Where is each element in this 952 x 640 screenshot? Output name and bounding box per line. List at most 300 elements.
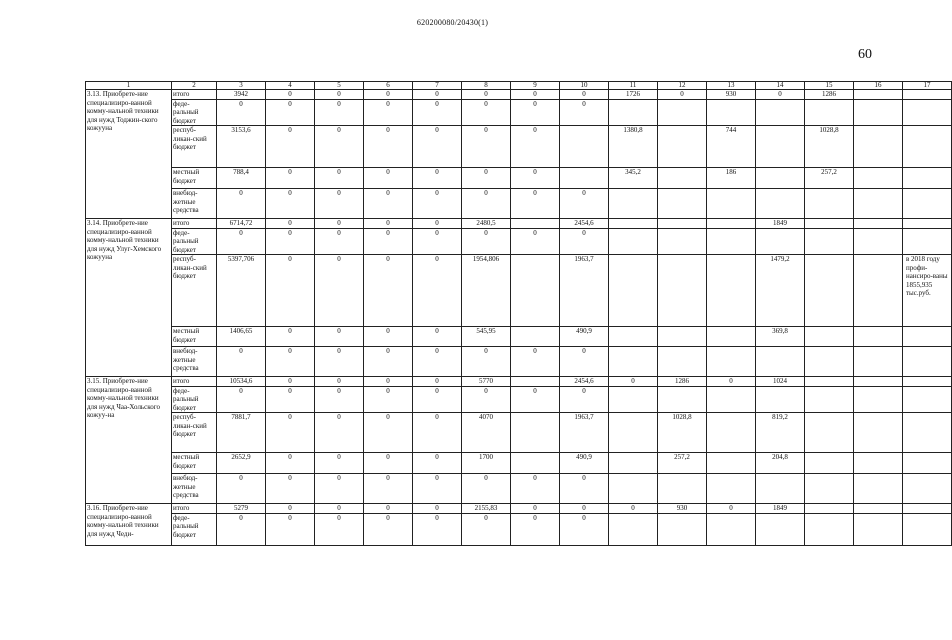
value-cell: 0	[511, 386, 560, 413]
value-cell: 0	[266, 413, 315, 453]
value-cell: 0	[266, 99, 315, 126]
value-cell: 0	[315, 168, 364, 189]
value-cell: 1963,7	[560, 255, 609, 327]
value-cell: 0	[266, 126, 315, 168]
value-cell	[805, 386, 854, 413]
value-cell	[707, 347, 756, 377]
table-row	[86, 453, 952, 474]
value-cell	[658, 386, 707, 413]
value-cell: 0	[315, 90, 364, 100]
value-cell: 1028,8	[658, 413, 707, 453]
funding-source: итого	[172, 504, 217, 514]
value-cell: 0	[266, 386, 315, 413]
value-cell: 1700	[462, 453, 511, 474]
value-cell: 0	[266, 168, 315, 189]
value-cell	[511, 219, 560, 229]
value-cell: 0	[413, 189, 462, 219]
value-cell	[658, 513, 707, 545]
note-cell	[903, 228, 952, 255]
value-cell: 0	[364, 90, 413, 100]
value-cell	[756, 168, 805, 189]
value-cell: 1028,8	[805, 126, 854, 168]
value-cell: 0	[560, 347, 609, 377]
value-cell	[658, 228, 707, 255]
column-header: 8	[462, 82, 511, 90]
value-cell	[658, 347, 707, 377]
value-cell: 0	[266, 513, 315, 545]
value-cell: 0	[364, 168, 413, 189]
funding-source: респуб-ликан-ский бюджет	[172, 413, 217, 453]
value-cell: 0	[217, 189, 266, 219]
value-cell: 0	[364, 453, 413, 474]
value-cell	[854, 126, 903, 168]
value-cell: 0	[266, 347, 315, 377]
value-cell	[609, 413, 658, 453]
table-row	[86, 228, 952, 255]
measure-description: 3.14. Приобрете-ние специализиро-ванной комму-нальной техники для нужд Улуг-Хемского кожууна	[86, 219, 172, 377]
value-cell	[854, 255, 903, 327]
funding-source: местный бюджет	[172, 327, 217, 347]
value-cell	[511, 453, 560, 474]
value-cell: 0	[511, 228, 560, 255]
value-cell: 0	[364, 189, 413, 219]
value-cell: 1726	[609, 90, 658, 100]
column-header: 4	[266, 82, 315, 90]
value-cell: 2652,9	[217, 453, 266, 474]
value-cell: 0	[511, 126, 560, 168]
value-cell: 0	[364, 228, 413, 255]
value-cell: 0	[462, 168, 511, 189]
value-cell: 1849	[756, 504, 805, 514]
value-cell: 0	[413, 255, 462, 327]
value-cell: 744	[707, 126, 756, 168]
table-row	[86, 99, 952, 126]
value-cell	[511, 255, 560, 327]
value-cell: 1286	[658, 377, 707, 387]
value-cell: 0	[462, 513, 511, 545]
note-cell	[903, 453, 952, 474]
funding-source: феде-ральный бюджет	[172, 386, 217, 413]
value-cell: 0	[266, 453, 315, 474]
value-cell: 3942	[217, 90, 266, 100]
note-cell	[903, 377, 952, 387]
value-cell: 0	[315, 504, 364, 514]
funding-source: внебюд-жетные средства	[172, 189, 217, 219]
column-header: 6	[364, 82, 413, 90]
value-cell: 0	[462, 189, 511, 219]
value-cell: 0	[462, 228, 511, 255]
value-cell	[609, 347, 658, 377]
value-cell: 0	[315, 228, 364, 255]
value-cell: 1954,806	[462, 255, 511, 327]
table-row	[86, 474, 952, 504]
value-cell	[805, 413, 854, 453]
value-cell: 257,2	[658, 453, 707, 474]
value-cell	[511, 413, 560, 453]
value-cell: 0	[266, 219, 315, 229]
value-cell: 7881,7	[217, 413, 266, 453]
value-cell	[658, 126, 707, 168]
value-cell	[805, 347, 854, 377]
value-cell: 0	[217, 513, 266, 545]
value-cell	[854, 386, 903, 413]
value-cell: 1479,2	[756, 255, 805, 327]
value-cell: 0	[315, 413, 364, 453]
table-row	[86, 513, 952, 545]
value-cell: 545,95	[462, 327, 511, 347]
value-cell: 0	[364, 474, 413, 504]
value-cell: 0	[266, 255, 315, 327]
note-cell	[903, 504, 952, 514]
value-cell	[854, 453, 903, 474]
value-cell: 0	[413, 168, 462, 189]
value-cell: 0	[413, 413, 462, 453]
value-cell	[609, 228, 658, 255]
column-header: 15	[805, 82, 854, 90]
value-cell	[805, 189, 854, 219]
value-cell	[756, 347, 805, 377]
table-row	[86, 90, 952, 100]
note-cell	[903, 189, 952, 219]
table-row	[86, 126, 952, 168]
value-cell	[658, 327, 707, 347]
value-cell: 0	[315, 189, 364, 219]
value-cell: 0	[756, 90, 805, 100]
value-cell	[805, 219, 854, 229]
funding-source: местный бюджет	[172, 453, 217, 474]
table-row	[86, 168, 952, 189]
value-cell: 1024	[756, 377, 805, 387]
value-cell: 0	[560, 504, 609, 514]
value-cell	[707, 228, 756, 255]
value-cell: 6714,72	[217, 219, 266, 229]
measure-description: 3.16. Приобрете-ние специализиро-ванной комму-нальной техники для нужд Чеди-	[86, 504, 172, 546]
value-cell	[658, 219, 707, 229]
note-cell	[903, 99, 952, 126]
value-cell: 0	[413, 219, 462, 229]
value-cell: 0	[364, 386, 413, 413]
funding-source: феде-ральный бюджет	[172, 99, 217, 126]
value-cell	[756, 474, 805, 504]
value-cell: 1380,8	[609, 126, 658, 168]
value-cell	[511, 327, 560, 347]
value-cell: 0	[266, 228, 315, 255]
value-cell	[854, 347, 903, 377]
value-cell	[707, 386, 756, 413]
value-cell	[805, 255, 854, 327]
value-cell	[854, 189, 903, 219]
value-cell: 0	[413, 386, 462, 413]
value-cell	[805, 99, 854, 126]
value-cell: 2480,5	[462, 219, 511, 229]
value-cell: 0	[511, 99, 560, 126]
value-cell: 0	[511, 347, 560, 377]
funding-source: феде-ральный бюджет	[172, 513, 217, 545]
value-cell	[609, 219, 658, 229]
note-cell: в 2018 году профи-нансиро-ваны 1855,935 тыс.руб.	[903, 255, 952, 327]
value-cell	[609, 255, 658, 327]
value-cell: 0	[560, 99, 609, 126]
value-cell: 0	[364, 219, 413, 229]
value-cell	[707, 474, 756, 504]
column-header: 17	[903, 82, 952, 90]
value-cell: 0	[560, 228, 609, 255]
value-cell: 930	[707, 90, 756, 100]
value-cell: 819,2	[756, 413, 805, 453]
note-cell	[903, 327, 952, 347]
value-cell: 2155,83	[462, 504, 511, 514]
value-cell: 204,8	[756, 453, 805, 474]
value-cell: 0	[462, 347, 511, 377]
value-cell: 0	[413, 90, 462, 100]
value-cell: 0	[364, 327, 413, 347]
value-cell: 0	[462, 90, 511, 100]
note-cell	[903, 126, 952, 168]
value-cell: 0	[560, 189, 609, 219]
table-row	[86, 377, 952, 387]
value-cell: 0	[364, 255, 413, 327]
value-cell: 0	[364, 377, 413, 387]
value-cell: 345,2	[609, 168, 658, 189]
value-cell: 0	[413, 347, 462, 377]
value-cell: 0	[462, 126, 511, 168]
value-cell	[805, 513, 854, 545]
value-cell: 0	[413, 99, 462, 126]
value-cell: 0	[315, 255, 364, 327]
value-cell: 0	[266, 474, 315, 504]
funding-source: местный бюджет	[172, 168, 217, 189]
value-cell: 0	[413, 513, 462, 545]
value-cell: 0	[364, 347, 413, 377]
value-cell	[756, 513, 805, 545]
value-cell	[609, 474, 658, 504]
value-cell: 1406,65	[217, 327, 266, 347]
value-cell: 0	[315, 386, 364, 413]
value-cell: 0	[609, 504, 658, 514]
value-cell	[609, 189, 658, 219]
column-header: 14	[756, 82, 805, 90]
value-cell	[658, 189, 707, 219]
table-row	[86, 255, 952, 327]
value-cell: 0	[560, 474, 609, 504]
value-cell	[658, 168, 707, 189]
value-cell: 1286	[805, 90, 854, 100]
value-cell: 0	[364, 126, 413, 168]
value-cell: 1849	[756, 219, 805, 229]
value-cell	[854, 504, 903, 514]
value-cell: 2454,6	[560, 377, 609, 387]
value-cell: 0	[658, 90, 707, 100]
value-cell: 0	[413, 453, 462, 474]
value-cell: 4070	[462, 413, 511, 453]
value-cell	[756, 228, 805, 255]
value-cell	[854, 377, 903, 387]
value-cell: 0	[217, 228, 266, 255]
value-cell	[854, 90, 903, 100]
table-row	[86, 189, 952, 219]
value-cell	[560, 168, 609, 189]
value-cell: 0	[217, 347, 266, 377]
value-cell	[609, 386, 658, 413]
value-cell: 0	[511, 90, 560, 100]
table-row	[86, 504, 952, 514]
value-cell: 5397,706	[217, 255, 266, 327]
value-cell	[609, 99, 658, 126]
value-cell	[609, 513, 658, 545]
value-cell	[707, 99, 756, 126]
column-header: 9	[511, 82, 560, 90]
value-cell	[707, 327, 756, 347]
funding-source: итого	[172, 377, 217, 387]
value-cell: 0	[511, 504, 560, 514]
value-cell	[707, 413, 756, 453]
value-cell: 0	[413, 504, 462, 514]
value-cell	[854, 413, 903, 453]
table-row	[86, 327, 952, 347]
header-row	[86, 82, 952, 90]
note-cell	[903, 168, 952, 189]
value-cell: 0	[511, 474, 560, 504]
value-cell: 5770	[462, 377, 511, 387]
value-cell: 10534,6	[217, 377, 266, 387]
value-cell: 0	[560, 386, 609, 413]
note-cell	[903, 413, 952, 453]
value-cell: 0	[413, 327, 462, 347]
value-cell: 0	[511, 189, 560, 219]
value-cell	[805, 377, 854, 387]
funding-source: итого	[172, 90, 217, 100]
value-cell: 0	[511, 168, 560, 189]
value-cell	[805, 327, 854, 347]
value-cell: 1963,7	[560, 413, 609, 453]
value-cell	[756, 99, 805, 126]
value-cell	[658, 255, 707, 327]
table-row	[86, 219, 952, 229]
funding-source: респуб-ликан-ский бюджет	[172, 255, 217, 327]
value-cell	[854, 219, 903, 229]
value-cell: 0	[609, 377, 658, 387]
value-cell: 788,4	[217, 168, 266, 189]
funding-source: респуб-ликан-ский бюджет	[172, 126, 217, 168]
value-cell: 0	[266, 327, 315, 347]
note-cell	[903, 90, 952, 100]
value-cell: 0	[560, 90, 609, 100]
value-cell	[658, 99, 707, 126]
table-row	[86, 413, 952, 453]
measure-description: 3.15. Приобрете-ние специализиро-ванной комму-нальной техники для нужд Чаа-Хольского кожуу-на	[86, 377, 172, 504]
value-cell	[854, 474, 903, 504]
column-header: 11	[609, 82, 658, 90]
value-cell: 0	[315, 377, 364, 387]
value-cell	[805, 453, 854, 474]
value-cell: 5279	[217, 504, 266, 514]
funding-source: внебюд-жетные средства	[172, 347, 217, 377]
value-cell: 0	[364, 504, 413, 514]
table-row	[86, 347, 952, 377]
value-cell: 0	[217, 99, 266, 126]
value-cell	[658, 474, 707, 504]
value-cell: 0	[462, 386, 511, 413]
column-header: 3	[217, 82, 266, 90]
value-cell	[854, 168, 903, 189]
page-number: 60	[858, 47, 872, 62]
note-cell	[903, 474, 952, 504]
value-cell	[756, 189, 805, 219]
value-cell: 0	[707, 377, 756, 387]
funding-source: внебюд-жетные средства	[172, 474, 217, 504]
value-cell: 0	[266, 504, 315, 514]
value-cell: 0	[217, 474, 266, 504]
value-cell: 0	[266, 377, 315, 387]
value-cell: 0	[413, 377, 462, 387]
value-cell: 0	[364, 413, 413, 453]
value-cell: 0	[315, 219, 364, 229]
value-cell	[707, 453, 756, 474]
value-cell: 0	[462, 99, 511, 126]
table-row	[86, 386, 952, 413]
value-cell	[805, 504, 854, 514]
value-cell: 0	[315, 327, 364, 347]
value-cell: 0	[364, 99, 413, 126]
value-cell: 0	[511, 513, 560, 545]
value-cell	[805, 474, 854, 504]
value-cell: 2454,6	[560, 219, 609, 229]
value-cell: 0	[413, 474, 462, 504]
value-cell	[854, 513, 903, 545]
value-cell: 930	[658, 504, 707, 514]
value-cell: 0	[413, 228, 462, 255]
value-cell: 0	[315, 126, 364, 168]
value-cell	[854, 327, 903, 347]
value-cell: 0	[315, 453, 364, 474]
column-header: 5	[315, 82, 364, 90]
column-header: 7	[413, 82, 462, 90]
value-cell: 0	[364, 513, 413, 545]
value-cell	[560, 126, 609, 168]
measure-description: 3.13. Приобрете-ние специализиро-ванной комму-нальной техники для нужд Тоджин-ского кожууна	[86, 90, 172, 219]
column-header: 13	[707, 82, 756, 90]
value-cell: 0	[560, 513, 609, 545]
column-header: 16	[854, 82, 903, 90]
value-cell: 0	[217, 386, 266, 413]
value-cell: 257,2	[805, 168, 854, 189]
value-cell	[805, 228, 854, 255]
note-cell	[903, 513, 952, 545]
value-cell	[609, 327, 658, 347]
value-cell: 0	[266, 189, 315, 219]
budget-table	[85, 81, 952, 546]
column-header: 10	[560, 82, 609, 90]
value-cell: 0	[315, 347, 364, 377]
value-cell	[707, 219, 756, 229]
column-header: 1	[86, 82, 172, 90]
note-cell	[903, 386, 952, 413]
column-header: 2	[172, 82, 217, 90]
value-cell: 186	[707, 168, 756, 189]
value-cell: 369,8	[756, 327, 805, 347]
column-header: 12	[658, 82, 707, 90]
value-cell: 3153,6	[217, 126, 266, 168]
funding-source: итого	[172, 219, 217, 229]
value-cell: 0	[707, 504, 756, 514]
value-cell	[756, 126, 805, 168]
value-cell: 0	[315, 513, 364, 545]
value-cell	[854, 228, 903, 255]
value-cell: 490,9	[560, 453, 609, 474]
value-cell	[756, 386, 805, 413]
value-cell: 0	[315, 474, 364, 504]
note-cell	[903, 219, 952, 229]
